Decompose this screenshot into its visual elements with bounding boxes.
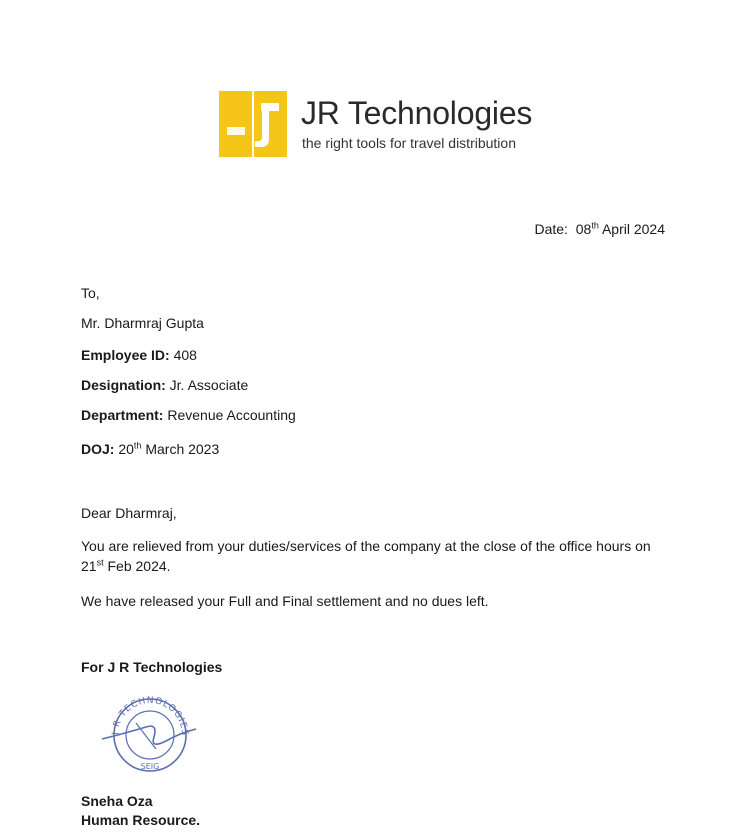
signatory-title: Human Resource.	[81, 812, 201, 828]
relief-day: 21	[81, 558, 97, 574]
designation-row	[81, 376, 248, 394]
doj-rest: March 2023	[145, 441, 220, 457]
letter-date	[534, 220, 665, 238]
relief-rest: Feb 2024.	[107, 558, 171, 574]
date-month-year: April 2024	[601, 221, 665, 237]
signatory-name: Sneha Oza	[81, 793, 153, 809]
to-line: To,	[81, 285, 100, 301]
for-company-line: For J R Technologies	[81, 659, 223, 675]
date-label: Date:	[534, 221, 568, 237]
relief-day-suffix: st	[96, 557, 104, 568]
jr-logo-icon	[219, 91, 287, 157]
employee-id-value: 408	[173, 347, 197, 363]
settlement-paragraph: We have released your Full and Final settlement and no dues left.	[81, 593, 489, 609]
company-stamp-icon	[96, 693, 204, 777]
department-label: Department:	[81, 407, 164, 423]
doj-day: 20	[118, 441, 134, 457]
date-day-suffix: th	[591, 220, 599, 231]
recipient-name: Mr. Dharmraj Gupta	[81, 315, 204, 331]
designation-value: Jr. Associate	[169, 377, 249, 393]
date-day: 08	[575, 221, 592, 237]
salutation: Dear Dharmraj,	[81, 505, 177, 521]
department-value: Revenue Accounting	[167, 407, 296, 423]
designation-label: Designation:	[81, 377, 166, 393]
employee-id-row	[81, 346, 197, 364]
doj-row	[81, 440, 219, 458]
stamp-text-bottom: SEIG	[140, 762, 160, 771]
company-name: JR Technologies	[301, 95, 533, 131]
department-row	[81, 406, 296, 424]
stamp-text-top: J R TECHNOLOGIES	[110, 695, 190, 737]
doj-label: DOJ:	[81, 441, 115, 457]
relief-paragraph-line2	[81, 557, 171, 575]
employee-id-label: Employee ID:	[81, 347, 170, 363]
doj-suffix: th	[133, 440, 142, 451]
svg-text:J R TECHNOLOGIES	[111, 696, 189, 737]
relief-paragraph-line1: You are relieved from your duties/services of the company at the close of the office hours on	[81, 538, 651, 554]
company-tagline: the right tools for travel distribution	[302, 135, 516, 151]
